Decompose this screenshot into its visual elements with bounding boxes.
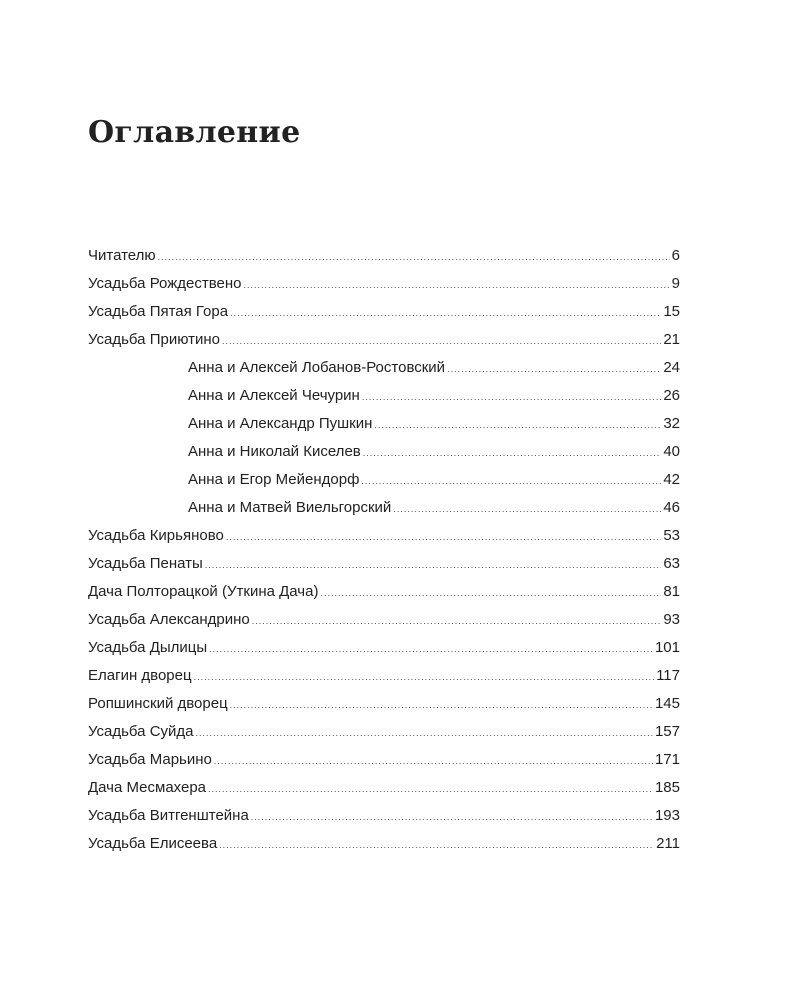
toc-entry-title: Усадьба Елисеева: [88, 835, 218, 852]
toc-page-number: 81: [663, 583, 680, 600]
dot-leader: [196, 719, 653, 747]
page-title: Оглавление: [88, 115, 301, 150]
toc-entry[interactable]: [88, 690, 680, 718]
dot-leader: [230, 299, 661, 327]
table-of-contents: [88, 242, 680, 858]
dot-leader: [226, 523, 661, 551]
toc-entry[interactable]: [88, 718, 680, 746]
toc-entry-title: Читателю: [88, 247, 156, 264]
toc-entry-title: Анна и Николай Киселев: [188, 443, 361, 460]
toc-entry[interactable]: [88, 298, 680, 326]
toc-page-number: 211: [656, 835, 680, 852]
toc-page-number: 24: [663, 359, 680, 376]
dot-leader: [243, 271, 669, 299]
dot-leader: [205, 551, 662, 579]
toc-entry-title: Усадьба Марьино: [88, 751, 212, 768]
toc-page-number: 42: [663, 471, 680, 488]
toc-subentry[interactable]: [88, 354, 680, 382]
toc-subentry[interactable]: [88, 466, 680, 494]
toc-entry-title: Анна и Алексей Лобанов-Ростовский: [188, 359, 446, 376]
toc-entry-title: Дача Месмахера: [88, 779, 207, 796]
toc-page-number: 53: [663, 527, 680, 544]
toc-page-number: 185: [654, 779, 680, 796]
toc-page-number: 40: [663, 443, 680, 460]
dot-leader: [362, 383, 661, 411]
toc-entry[interactable]: [88, 270, 680, 298]
dot-leader: [252, 607, 662, 635]
toc-page-number: 101: [654, 639, 680, 656]
toc-page-number: 63: [663, 555, 680, 572]
dot-leader: [194, 663, 655, 691]
toc-entry-title: Усадьба Рождествено: [88, 275, 242, 292]
dot-leader: [209, 635, 653, 663]
dot-leader: [219, 831, 654, 859]
toc-entry-title: Анна и Александр Пушкин: [188, 415, 373, 432]
toc-entry-title: Ропшинский дворец: [88, 695, 228, 712]
toc-entry[interactable]: [88, 578, 680, 606]
dot-leader: [222, 327, 661, 355]
dot-leader: [374, 411, 661, 439]
dot-leader: [214, 747, 653, 775]
toc-entry[interactable]: [88, 830, 680, 858]
toc-entry-title: Усадьба Суйда: [88, 723, 194, 740]
toc-entry-title: Усадьба Александрино: [88, 611, 250, 628]
dot-leader: [230, 691, 653, 719]
dot-leader: [363, 439, 662, 467]
toc-entry-title: Дача Полторацкой (Уткина Дача): [88, 583, 319, 600]
toc-entry-title: Усадьба Дылицы: [88, 639, 208, 656]
toc-page-number: 26: [663, 387, 680, 404]
dot-leader: [158, 243, 670, 271]
toc-entry-title: Усадьба Пятая Гора: [88, 303, 229, 320]
toc-entry-title: Усадьба Приютино: [88, 331, 220, 348]
toc-entry-title: Усадьба Пенаты: [88, 555, 203, 572]
toc-page-number: 21: [663, 331, 680, 348]
toc-entry[interactable]: [88, 746, 680, 774]
dot-leader: [447, 355, 661, 383]
toc-page-number: 171: [654, 751, 680, 768]
toc-entry[interactable]: [88, 326, 680, 354]
toc-subentry[interactable]: [88, 410, 680, 438]
dot-leader: [361, 467, 661, 495]
toc-page-number: 117: [656, 667, 680, 684]
toc-page-number: 93: [663, 611, 680, 628]
dot-leader: [208, 775, 653, 803]
toc-entry[interactable]: [88, 774, 680, 802]
toc-entry-title: Анна и Алексей Чечурин: [188, 387, 360, 404]
toc-entry-title: Анна и Матвей Виельгорский: [188, 499, 392, 516]
toc-entry[interactable]: [88, 634, 680, 662]
toc-entry-title: Анна и Егор Мейендорф: [188, 471, 360, 488]
toc-entry[interactable]: [88, 242, 680, 270]
toc-entry-title: Усадьба Кирьяново: [88, 527, 224, 544]
toc-subentry[interactable]: [88, 382, 680, 410]
toc-entry[interactable]: [88, 606, 680, 634]
toc-entry[interactable]: [88, 522, 680, 550]
toc-entry-title: Елагин дворец: [88, 667, 192, 684]
toc-entry-title: Усадьба Витгенштейна: [88, 807, 249, 824]
toc-page-number: 46: [663, 499, 680, 516]
toc-page-number: 9: [671, 275, 680, 292]
toc-page-number: 193: [654, 807, 680, 824]
toc-page-number: 157: [654, 723, 680, 740]
toc-subentry[interactable]: [88, 494, 680, 522]
toc-page-number: 32: [663, 415, 680, 432]
toc-page-number: 6: [671, 247, 680, 264]
toc-entry[interactable]: [88, 662, 680, 690]
toc-page-number: 15: [663, 303, 680, 320]
toc-entry[interactable]: [88, 550, 680, 578]
dot-leader: [320, 579, 661, 607]
toc-entry[interactable]: [88, 802, 680, 830]
dot-leader: [251, 803, 653, 831]
toc-page-number: 145: [654, 695, 680, 712]
dot-leader: [393, 495, 661, 523]
toc-subentry[interactable]: [88, 438, 680, 466]
